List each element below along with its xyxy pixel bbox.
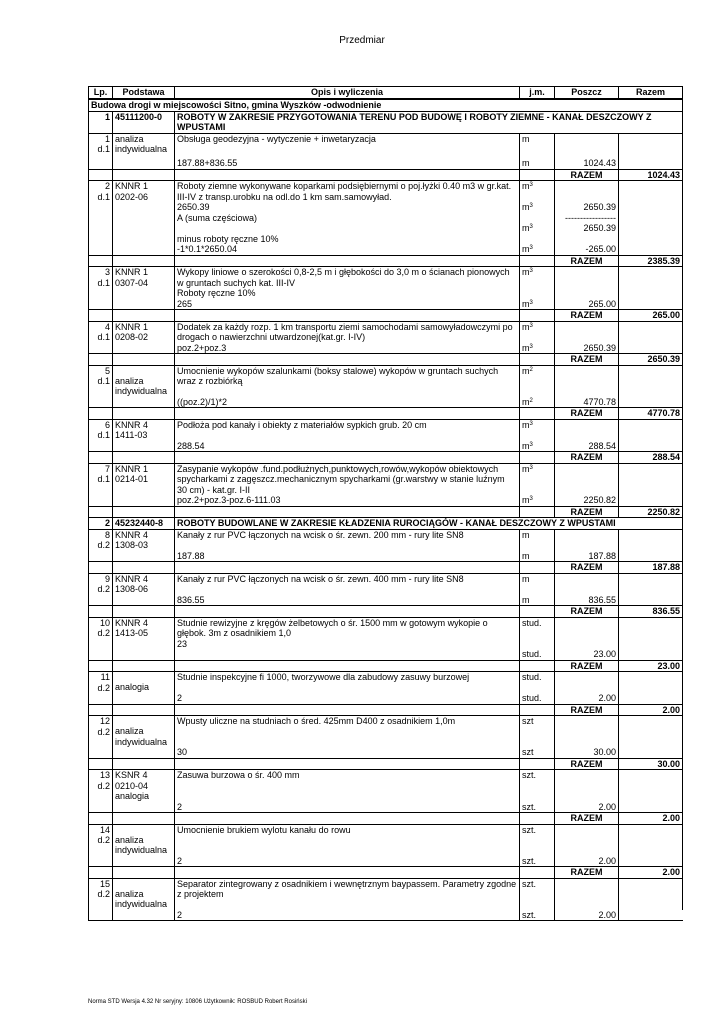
table-row	[89, 397, 683, 408]
table-row	[89, 747, 683, 758]
position-unit: m	[520, 133, 555, 144]
position-podstawa: analiza indywidualna	[113, 824, 175, 856]
position-podstawa: analogia	[113, 672, 175, 694]
calc-unit: m	[520, 595, 555, 606]
position-lp: 6	[104, 419, 110, 430]
position-lp: 7	[104, 463, 110, 474]
unit-m2: $m^2$	[520, 365, 555, 397]
position-description: Kanały z rur PVC łączonych na wcisk o śr. zewn. 200 mm - rury lite SN8	[175, 529, 520, 551]
position-extra: Roboty ręczne 10%	[177, 288, 256, 298]
position-calc: 187.88+836.55	[175, 158, 520, 169]
position-podstawa: KNNR 1 0214-01	[113, 463, 175, 495]
table-row	[89, 551, 683, 562]
position-description: Podłoża pod kanały i obiekty z materiałów sypkich grub. 20 cm	[175, 419, 520, 441]
position-d: d.2	[97, 780, 110, 791]
razem-label: RAZEM	[555, 452, 619, 464]
calc-unit: szt.	[520, 910, 555, 921]
position-calc: ((poz.2)/1)*2	[175, 397, 520, 408]
razem-value: 1024.43	[619, 169, 683, 181]
position-poszcz: 2650.39	[555, 202, 619, 213]
table-row	[89, 343, 683, 354]
section-code: 45232440-8	[113, 518, 175, 530]
position-calc: 288.54	[175, 441, 520, 452]
position-d: d.2	[97, 835, 110, 845]
position-podstawa: KNNR 4 1413-05	[113, 617, 175, 649]
razem-row	[89, 606, 683, 618]
table-row	[89, 181, 683, 203]
razem-label: RAZEM	[555, 354, 619, 366]
razem-label: RAZEM	[555, 255, 619, 267]
col-opis: Opis i wyliczenia	[175, 87, 520, 100]
unit-m3: $m^3$	[520, 267, 555, 299]
table-row	[89, 716, 683, 748]
position-poszcz: 2250.82	[555, 495, 619, 506]
position-poszcz: 187.88	[555, 551, 619, 562]
position-calc: 30	[175, 747, 520, 758]
razem-label: RAZEM	[555, 562, 619, 574]
table-row	[89, 441, 683, 452]
razem-label: RAZEM	[555, 169, 619, 181]
razem-row	[89, 452, 683, 464]
position-lp: 12	[99, 716, 110, 726]
position-podstawa: KNNR 4 1411-03	[113, 419, 175, 441]
razem-row	[89, 704, 683, 716]
table-row	[89, 419, 683, 441]
section-title: ROBOTY W ZAKRESIE PRZYGOTOWANIA TERENU POD BUDOWĘ I ROBOTY ZIEMNE - KANAŁ DESZCZOWY Z WPUSTAMI	[175, 111, 683, 133]
table-row	[89, 133, 683, 144]
position-unit: szt.	[520, 878, 555, 910]
partial-sum-label: A (suma częściowa)	[175, 213, 520, 224]
calc-unit: szt.	[520, 802, 555, 813]
unit-m3: $m^3$	[520, 495, 555, 506]
position-description: Umocnienie wykopów szalunkami (boksy stalowe) wykopów w gruntach suchych wraz z rozbiórką	[175, 365, 520, 397]
minus-label: minus roboty ręczne 10%	[175, 234, 520, 245]
calc-unit: szt	[520, 747, 555, 758]
position-poszcz: 2650.39	[555, 223, 619, 234]
table-row	[89, 878, 683, 910]
position-calc: 2	[175, 910, 520, 921]
position-description: Zasypanie wykopów .fund.podłużnych,punktowych,rowów,wykopów obiektowych spycharkami z zagęszcz.mechanicznym spycharkami (gr.warstwy w stanie luźnym 30 cm) - kat.gr. I-II	[175, 463, 520, 495]
position-unit: szt.	[520, 770, 555, 802]
position-lp: 4	[104, 321, 110, 332]
position-poszcz: 836.55	[555, 595, 619, 606]
unit-m3: $m^3$	[520, 181, 555, 203]
position-description: Kanały z rur PVC łączonych na wcisk o śr. zewn. 400 mm - rury lite SN8	[175, 573, 520, 595]
position-description: Studnie rewizyjne z kręgów żelbetowych o śr. 1500 mm w gotowym wykopie o głębok. 3m z osadnikiem 1,0	[177, 617, 488, 638]
razem-value: 187.88	[619, 562, 683, 574]
unit-m3: $m^3$	[520, 343, 555, 354]
razem-label: RAZEM	[555, 758, 619, 770]
position-unit: stud.	[520, 672, 555, 694]
position-d: d.1	[97, 191, 110, 202]
position-poszcz: 2650.39	[555, 343, 619, 354]
position-d: d.2	[97, 682, 110, 693]
razem-value: 836.55	[619, 606, 683, 618]
razem-value: 2650.39	[619, 354, 683, 366]
razem-value: 2250.82	[619, 506, 683, 518]
unit-m3: $m^3$	[520, 321, 555, 343]
position-unit: m	[520, 529, 555, 551]
table-row	[89, 213, 683, 224]
position-d: d.1	[97, 376, 110, 386]
razem-value: 2385.39	[619, 255, 683, 267]
razem-label: RAZEM	[555, 867, 619, 879]
position-poszcz: 2.00	[555, 856, 619, 867]
position-calc: 2650.39	[175, 202, 520, 213]
razem-row	[89, 354, 683, 366]
razem-value: 30.00	[619, 758, 683, 770]
position-lp: 1	[89, 133, 113, 144]
table-row	[89, 223, 683, 234]
position-d: d.2	[97, 584, 110, 594]
position-unit: szt	[520, 716, 555, 748]
project-title-row	[89, 99, 683, 111]
section-title: ROBOTY BUDOWLANE W ZAKRESIE KŁADZENIA RUROCIĄGÓW - KANAŁ DESZCZOWY Z WPUSTAMI	[175, 518, 683, 530]
table-row	[89, 365, 683, 397]
position-d: d.2	[97, 540, 110, 550]
razem-value: 23.00	[619, 660, 683, 672]
position-calc: poz.2+poz.3	[175, 343, 520, 354]
position-description: Zasuwa burzowa o śr. 400 mm	[175, 770, 520, 802]
position-d: d.1	[97, 430, 110, 440]
position-unit: stud.	[520, 617, 555, 649]
position-poszcz: 2.00	[555, 802, 619, 813]
position-podstawa: KSNR 4 0210-04 analogia	[113, 770, 175, 802]
unit-m3: $m^3$	[520, 202, 555, 213]
estimate-table	[88, 86, 683, 921]
position-description: Roboty ziemne wykonywane koparkami podsiębiernymi o poj.łyżki 0.40 m3 w gr.kat. III-IV z transp.urobku na odl.do 1 km sam.samowyład.	[175, 181, 520, 203]
razem-label: RAZEM	[555, 506, 619, 518]
section-lp: 1	[89, 111, 113, 133]
razem-value: 2.00	[619, 813, 683, 825]
razem-label: RAZEM	[555, 606, 619, 618]
col-poszcz: Poszcz	[555, 87, 619, 100]
razem-row	[89, 506, 683, 518]
position-description: Separator zintegrowany z osadnikiem i wewnętrznym baypassem. Parametry zgodne z projektem	[175, 878, 520, 910]
position-d: d.1	[97, 332, 110, 342]
calc-unit: m	[520, 158, 555, 169]
table-row	[89, 770, 683, 802]
position-lp: 9	[104, 573, 110, 584]
table-row	[89, 910, 683, 921]
position-calc: 187.88	[175, 551, 520, 562]
position-podstawa: KNNR 1 0202-06	[113, 181, 175, 203]
table-row	[89, 144, 683, 158]
table-row	[89, 158, 683, 169]
calc-unit: stud.	[520, 693, 555, 704]
position-d: d.2	[97, 726, 110, 737]
calc-unit: stud.	[520, 649, 555, 660]
table-row	[89, 244, 683, 255]
razem-row	[89, 562, 683, 574]
position-lp: 11	[100, 672, 110, 682]
project-title: Budowa drogi w miejscowości Sitno, gmina Wyszków -odwodnienie	[89, 99, 683, 111]
position-podstawa: analiza indywidualna	[113, 133, 175, 158]
section-lp: 2	[89, 518, 113, 530]
position-unit: szt.	[520, 824, 555, 856]
table-row	[89, 267, 683, 299]
razem-label: RAZEM	[555, 813, 619, 825]
razem-label: RAZEM	[555, 704, 619, 716]
position-podstawa: analiza indywidualna	[113, 716, 175, 748]
calc-unit: szt.	[520, 856, 555, 867]
table-row	[89, 463, 683, 495]
razem-row	[89, 169, 683, 181]
position-podstawa: KNNR 1 0307-04	[113, 267, 175, 299]
unit-m3: $m^3$	[520, 223, 555, 234]
position-calc: -1*0.1*2650.04	[175, 244, 520, 255]
position-lp: 13	[99, 770, 110, 780]
table-row	[89, 856, 683, 867]
position-poszcz: 1024.43	[555, 158, 619, 169]
table-row	[89, 529, 683, 551]
razem-row	[89, 660, 683, 672]
position-calc: 2	[175, 856, 520, 867]
position-description: Umocnienie brukiem wylotu kanału do rowu	[175, 824, 520, 856]
position-unit: m	[520, 573, 555, 595]
position-calc: 2	[175, 802, 520, 813]
position-description: Obsługa geodezyjna - wytyczenie + inwetaryzacja	[175, 133, 520, 144]
razem-row	[89, 867, 683, 879]
position-podstawa: KNNR 4 1308-06	[113, 573, 175, 595]
position-calc: 265	[175, 299, 520, 310]
position-poszcz: 2.00	[555, 693, 619, 704]
position-description: Wykopy liniowe o szerokości 0,8-2,5 m i głębokości do 3,0 m o ścianach pionowych w gruntach suchych kat. III-IV	[177, 267, 510, 288]
position-podstawa: analiza indywidualna	[113, 878, 175, 910]
calc-unit: m	[520, 551, 555, 562]
col-lp: Lp.	[89, 87, 113, 100]
position-calc: poz.2+poz.3-poz.6-111.03	[175, 495, 520, 506]
table-row	[89, 672, 683, 694]
razem-row	[89, 310, 683, 322]
section-row-2	[89, 518, 683, 530]
razem-value: 265.00	[619, 310, 683, 322]
razem-value: 4770.78	[619, 408, 683, 420]
position-poszcz: 288.54	[555, 441, 619, 452]
section-code: 45111200-0	[113, 111, 175, 133]
position-poszcz: 30.00	[555, 747, 619, 758]
unit-m3: $m^3$	[520, 463, 555, 495]
position-d: d.2	[97, 628, 110, 638]
razem-value: 288.54	[619, 452, 683, 464]
position-poszcz: 265.00	[555, 299, 619, 310]
razem-value: 2.00	[619, 704, 683, 716]
position-calc: 2	[175, 693, 520, 704]
table-row	[89, 693, 683, 704]
position-lp: 3	[104, 267, 110, 277]
position-poszcz: 4770.78	[555, 397, 619, 408]
table-row	[89, 824, 683, 856]
table-row	[89, 234, 683, 245]
position-lp: 5	[104, 365, 110, 376]
position-poszcz: 2.00	[555, 910, 619, 921]
unit-m3: $m^3$	[520, 299, 555, 310]
table-row	[89, 617, 683, 649]
position-podstawa: KNNR 4 1308-03	[113, 529, 175, 551]
table-row	[89, 573, 683, 595]
table-row	[89, 202, 683, 213]
razem-row	[89, 255, 683, 267]
table-row	[89, 649, 683, 660]
col-podstawa: Podstawa	[113, 87, 175, 100]
razem-label: RAZEM	[555, 310, 619, 322]
page-title: Przedmiar	[339, 35, 385, 46]
position-description: Studnie inspekcyjne fi 1000, tworzywowe dla zabudowy zasuwy burzowej	[175, 672, 520, 694]
col-razem: Razem	[619, 87, 683, 100]
unit-m3: $m^3$	[520, 244, 555, 255]
position-d: d.2	[97, 889, 110, 899]
position-podstawa: analiza indywidualna	[113, 365, 175, 397]
partial-sum-dashes: -----------------	[555, 213, 619, 224]
razem-row	[89, 408, 683, 420]
position-calc: 23	[177, 638, 188, 649]
unit-m2: $m^2$	[520, 397, 555, 408]
position-description: Wpusty uliczne na studniach o śred. 425mm D400 z osadnikiem 1,0m	[175, 716, 520, 748]
razem-label: RAZEM	[555, 660, 619, 672]
table-row	[89, 495, 683, 506]
header-row	[89, 87, 683, 100]
position-d: d.1	[97, 474, 110, 484]
position-lp: 15	[99, 878, 110, 889]
position-poszcz: 23.00	[555, 649, 619, 660]
position-podstawa: KNNR 1 0208-02	[113, 321, 175, 343]
position-description: Dodatek za każdy rozp. 1 km transportu ziemi samochodami samowyładowczymi po drogach o nawierzchni utwardzonej(kat.gr. I-IV)	[175, 321, 520, 343]
table-row	[89, 299, 683, 310]
table-row	[89, 802, 683, 813]
unit-m3: $m^3$	[520, 419, 555, 441]
table-row	[89, 595, 683, 606]
razem-value: 2.00	[619, 867, 683, 879]
razem-row	[89, 758, 683, 770]
unit-m3: $m^3$	[520, 441, 555, 452]
position-d: d.1	[89, 144, 113, 158]
position-lp: 14	[99, 824, 110, 835]
position-lp: 2	[104, 181, 110, 191]
razem-label: RAZEM	[555, 408, 619, 420]
position-lp: 8	[104, 529, 110, 540]
position-poszcz: -265.00	[555, 244, 619, 255]
position-calc: 836.55	[175, 595, 520, 606]
footer: Norma STD Wersja 4.32 Nr seryjny: 10806 Użytkownik: ROSBUD Robert Rosiński	[88, 999, 307, 1005]
table-row	[89, 321, 683, 343]
section-row-1	[89, 111, 683, 133]
position-lp: 10	[99, 617, 110, 628]
razem-row	[89, 813, 683, 825]
col-jm: j.m.	[520, 87, 555, 100]
position-d: d.1	[97, 277, 110, 288]
